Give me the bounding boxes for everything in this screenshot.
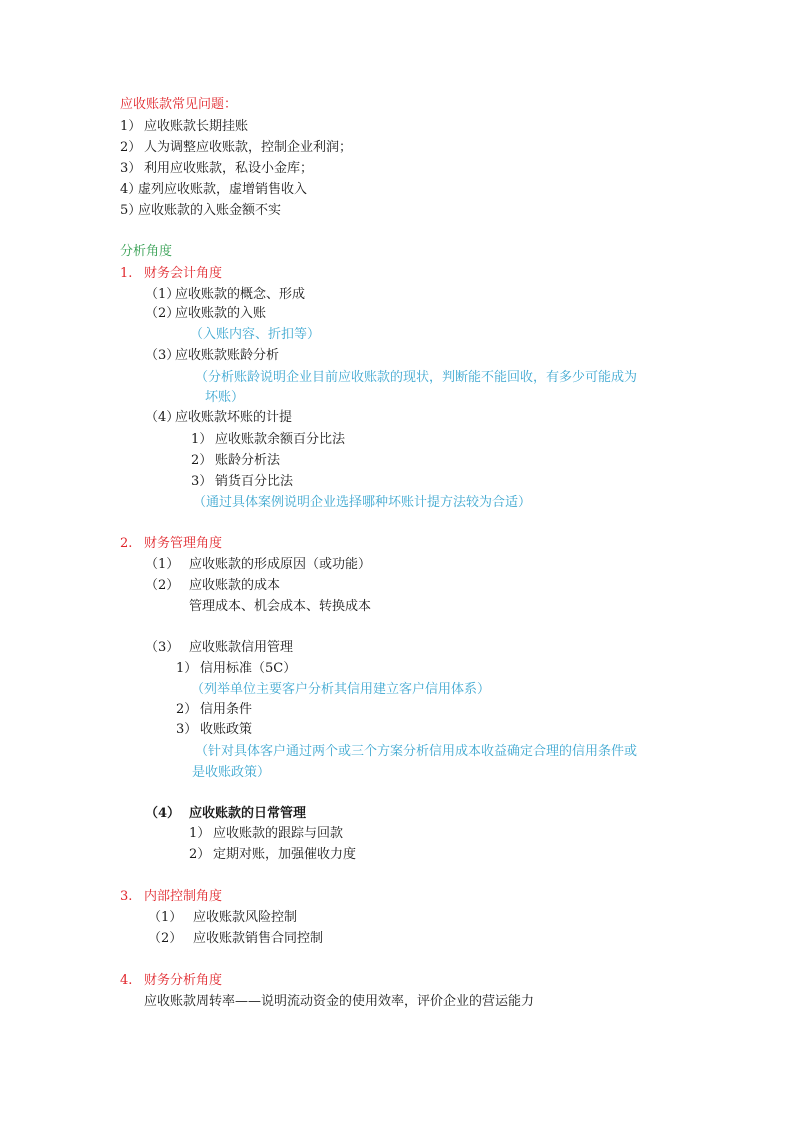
section-item [145, 640, 293, 656]
credit-item [176, 722, 252, 738]
method-item [191, 453, 280, 469]
section-title: 财务分析角度 [144, 973, 223, 988]
section-title: 内部控制角度 [144, 889, 223, 904]
item-text: 应收账款信用管理 [189, 640, 294, 655]
credit-text: 信用条件 [200, 702, 253, 717]
section-heading [120, 266, 222, 282]
section-num: 2. [120, 536, 133, 551]
item-num: （3） [145, 640, 180, 655]
item-note: （通过具体案例说明企业选择哪种坏账计提方法较为合适） [193, 495, 532, 510]
item-note: （针对具体客户通过两个或三个方案分析信用成本收益确定合理的信用条件或 [195, 744, 638, 759]
method-item [191, 432, 345, 448]
problem-num: 3） [120, 161, 142, 176]
credit-text: 信用标准（5C） [200, 661, 297, 676]
item-note: （入账内容、折扣等） [190, 327, 321, 342]
section-num: 3. [120, 889, 133, 904]
section-heading [120, 889, 222, 905]
daily-item [189, 826, 343, 842]
problem-text: 应收账款长期挂账 [144, 119, 249, 134]
section-item [145, 348, 279, 364]
problem-text: 利用应收账款，私设小金库； [144, 161, 314, 176]
cost-detail: 管理成本、机会成本、转换成本 [189, 599, 372, 614]
section-item [145, 287, 305, 303]
item-text: 应收账款坏账的计提 [175, 410, 293, 425]
problem-item [120, 182, 307, 198]
item-text: 应收账款的概念、形成 [175, 287, 306, 302]
credit-item [176, 702, 252, 718]
item-text: 应收账款账龄分析 [175, 348, 280, 363]
item-num: （2） [145, 578, 180, 593]
problem-item [120, 161, 313, 177]
item-num: （2） [148, 931, 183, 946]
item-text: 应收账款的形成原因（或功能） [189, 557, 372, 572]
daily-num: 2） [189, 847, 211, 862]
problem-item [120, 140, 352, 156]
item-note: （列举单位主要客户分析其信用建立客户信用体系） [191, 682, 491, 697]
section-item [148, 910, 297, 926]
problem-num: 5） [120, 203, 142, 218]
problem-num: 4） [120, 182, 142, 197]
problems-title: 应收账款常见问题： [120, 97, 238, 112]
section-item [145, 806, 306, 822]
section-num: 4. [120, 973, 133, 988]
method-num: 2） [191, 453, 213, 468]
daily-num: 1） [189, 826, 211, 841]
item-num: （2） [145, 306, 180, 321]
credit-num: 2） [176, 702, 198, 717]
item-text: 应收账款销售合同控制 [193, 931, 324, 946]
problem-text: 应收账款的入账金额不实 [138, 203, 282, 218]
section-item [148, 931, 323, 947]
item-num: （1） [148, 910, 183, 925]
method-text: 账龄分析法 [215, 453, 281, 468]
problem-text: 虚列应收账款，虚增销售收入 [138, 182, 308, 197]
method-num: 3） [191, 474, 213, 489]
problem-item [120, 203, 281, 219]
section-item [145, 578, 280, 594]
item-num: （3） [145, 348, 180, 363]
item-num: （4） [145, 806, 181, 821]
method-text: 应收账款余额百分比法 [215, 432, 346, 447]
item-num: （1） [145, 557, 180, 572]
method-text: 销货百分比法 [215, 474, 294, 489]
item-text: 应收账款的成本 [189, 578, 281, 593]
item-num: （4） [145, 410, 180, 425]
credit-num: 3） [176, 722, 198, 737]
item-num: （1） [145, 287, 180, 302]
problem-item [120, 119, 248, 135]
turnover-text: 应收账款周转率——说明流动资金的使用效率，评价企业的营运能力 [144, 994, 535, 1009]
method-num: 1） [191, 432, 213, 447]
section-heading [120, 973, 222, 989]
daily-text: 定期对账，加强催收力度 [213, 847, 357, 862]
item-note: 是收账政策） [192, 765, 271, 780]
daily-text: 应收账款的跟踪与回款 [213, 826, 344, 841]
item-text: 应收账款的入账 [175, 306, 267, 321]
section-item [145, 410, 292, 426]
section-num: 1. [120, 266, 133, 281]
problem-num: 1） [120, 119, 142, 134]
problem-text: 人为调整应收账款，控制企业利润； [144, 140, 353, 155]
method-item [191, 474, 293, 490]
section-heading [120, 536, 222, 552]
credit-text: 收账政策 [200, 722, 253, 737]
credit-item [176, 661, 296, 677]
section-item [145, 306, 266, 322]
credit-num: 1） [176, 661, 198, 676]
section-title: 财务会计角度 [144, 266, 223, 281]
item-text: 应收账款风险控制 [193, 910, 298, 925]
section-item [145, 557, 371, 573]
item-text: 应收账款的日常管理 [189, 806, 307, 821]
item-note: （分析账龄说明企业目前应收账款的现状，判断能不能回收，有多少可能成为 [195, 370, 638, 385]
daily-item [189, 847, 356, 863]
problem-num: 2） [120, 140, 142, 155]
item-note: 坏账） [205, 390, 245, 405]
section-title: 财务管理角度 [144, 536, 223, 551]
analysis-title: 分析角度 [120, 244, 173, 259]
